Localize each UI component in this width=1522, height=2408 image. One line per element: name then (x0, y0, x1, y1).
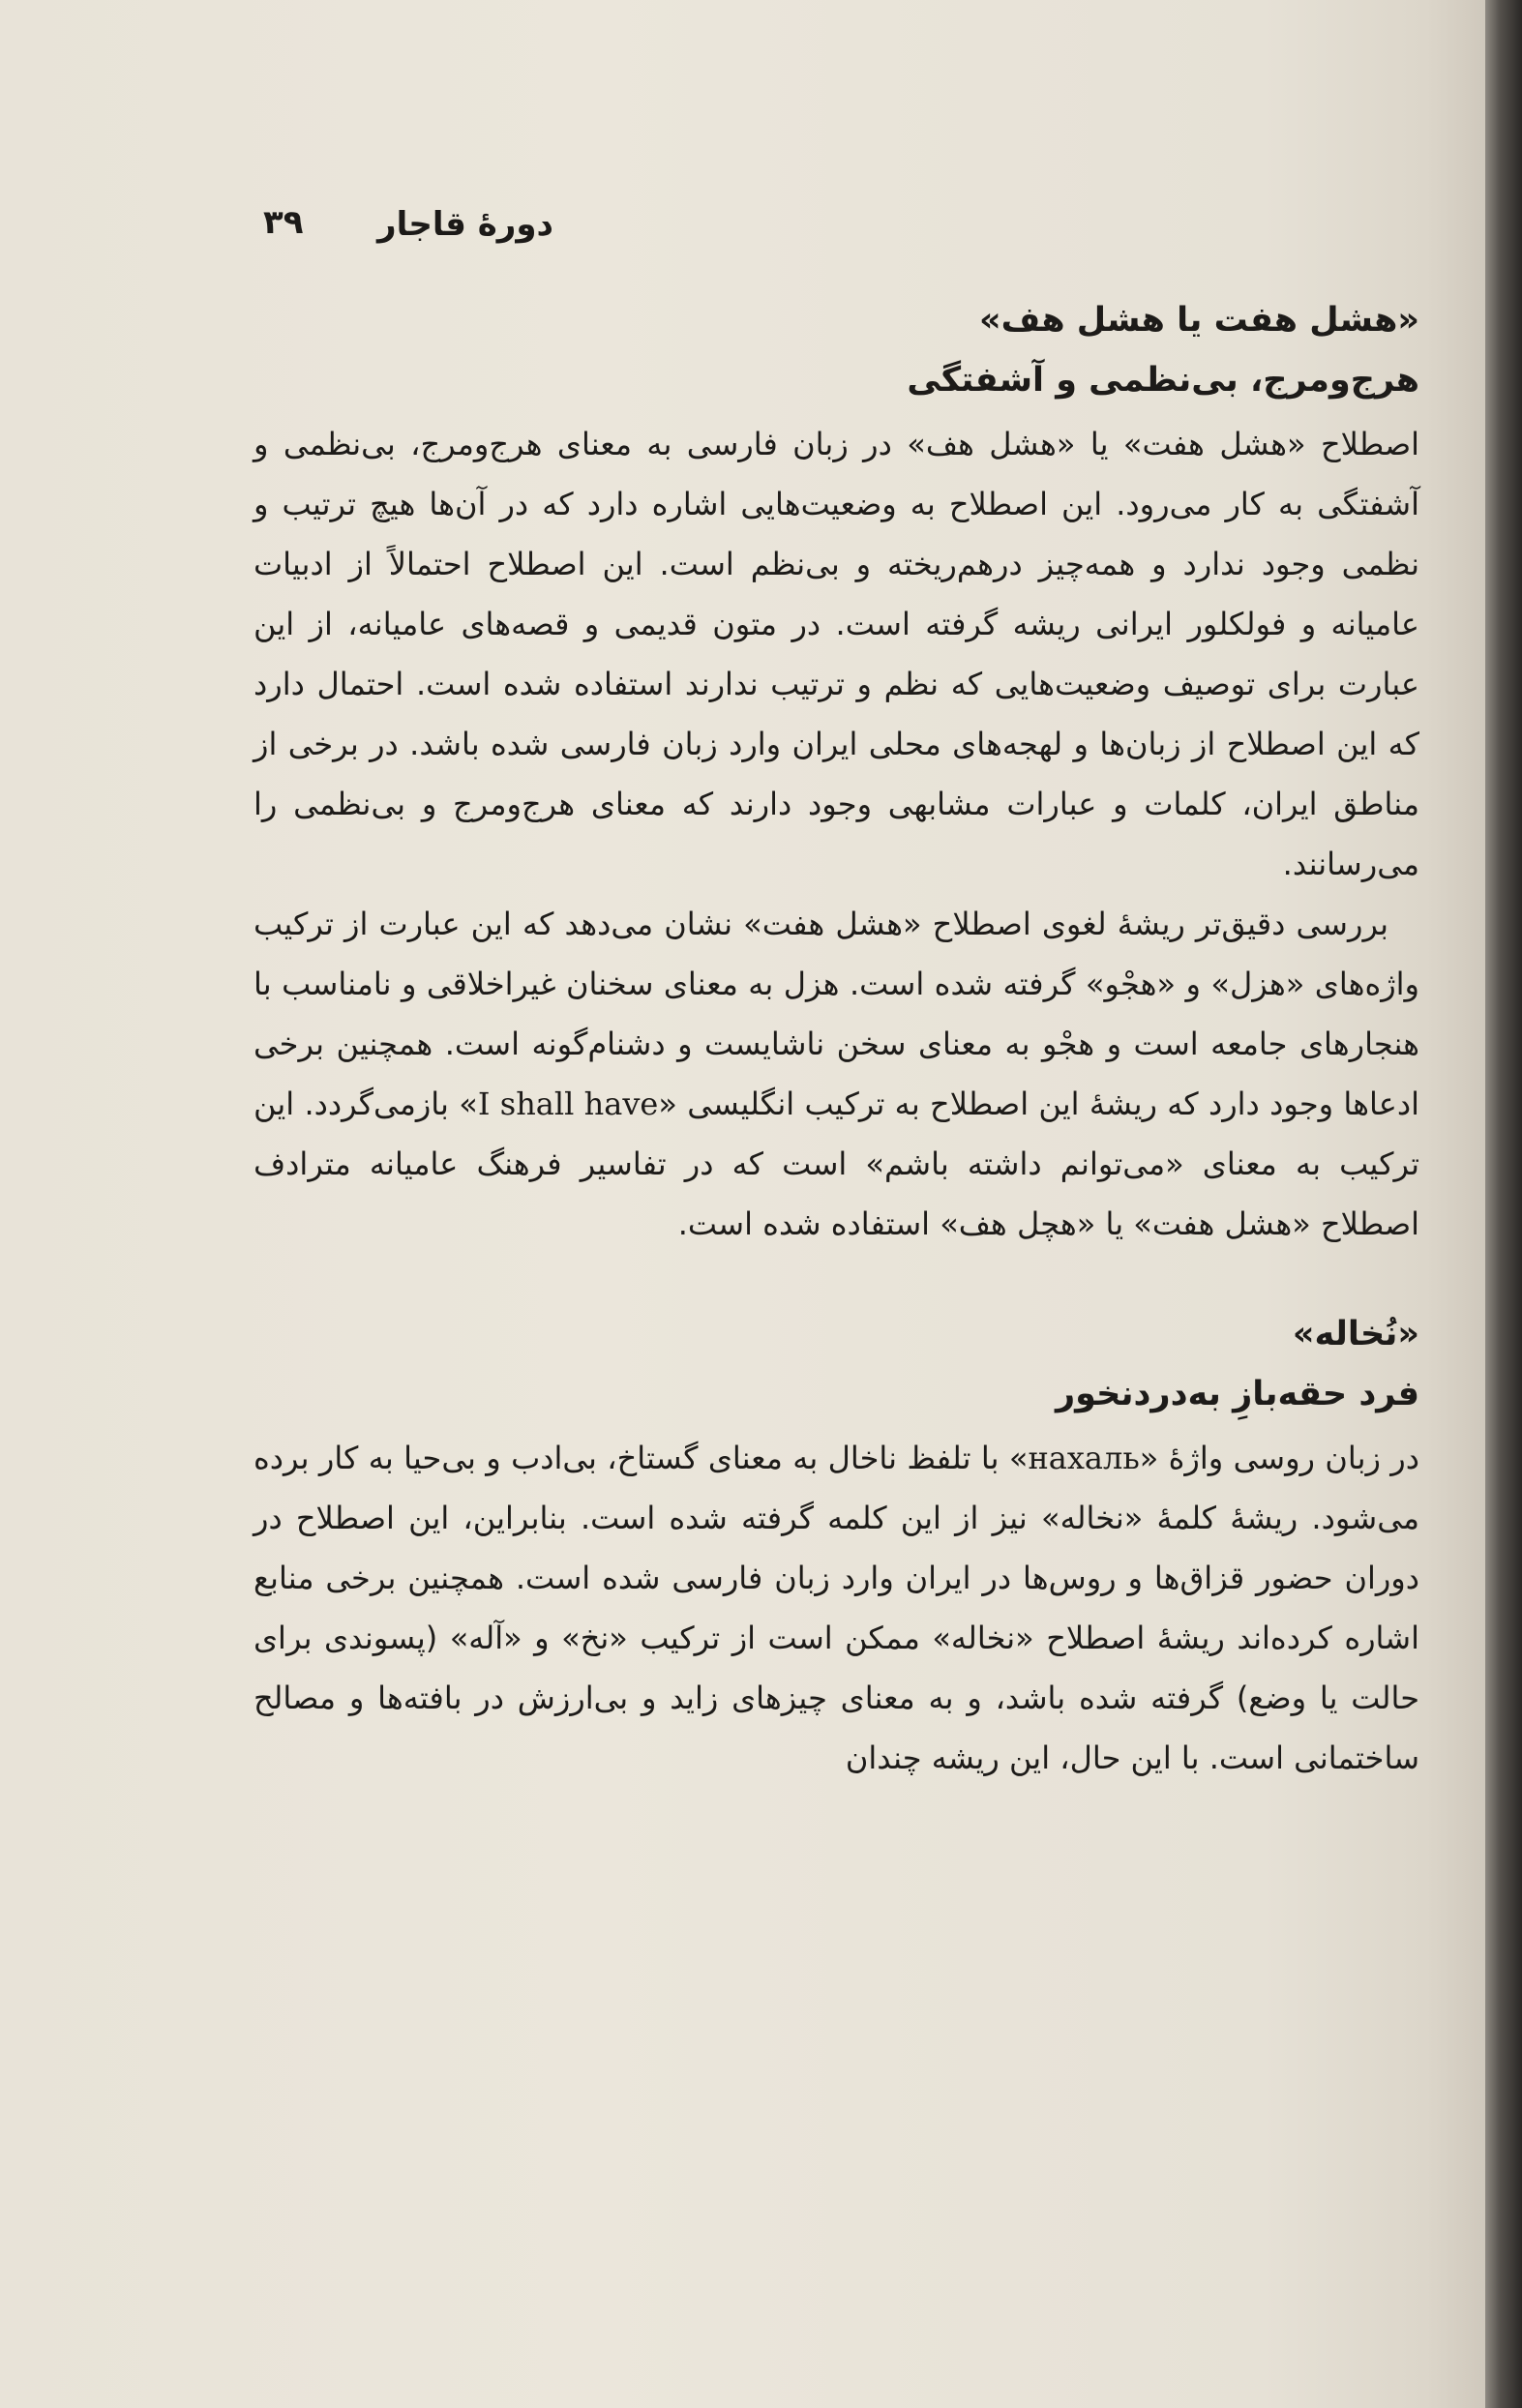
paragraph-text: » بازمی‌گردد. این ترکیب به معنای «می‌توانم داشته باشم» است که در تفاسیر فرهنگ عامیانه مترادف اصطلاح «هشل هفت» یا «هچل هف» استفاده شده است. (254, 1085, 1419, 1242)
paragraph-text: انگلیسی « (658, 1085, 795, 1122)
latin-phrase: I shall have (477, 1085, 659, 1122)
paragraph (254, 1428, 1419, 1788)
page-edge-shadow (1485, 0, 1522, 2408)
paragraph-text: در زبان روسی واژهٔ « (1139, 1440, 1420, 1476)
entry-title: «نُخاله» (1292, 1315, 1419, 1353)
paragraph-text: بررسی دقیق‌تر ریشهٔ لغوی اصطلاح «هشل هفت» نشان می‌دهد که این عبارت از ترکیب واژه‌های «هزل» و «هجْو» گرفته شده است. هزل به معنای سخنان غیراخلاقی و نامناسب با هنجارهای جامعه است و هجْو به معنای سخن ناشایست و دشنام‌گونه است. همچنین برخی ادعاها وجود دارد که ریشهٔ این اصطلاح به ترکیب (254, 906, 1420, 1122)
running-head: دورهٔ قاجار (377, 205, 553, 244)
paragraph (254, 894, 1419, 1254)
paragraph: اصطلاح «هشل هفت» یا «هشل هف» در زبان فارسی به معنای هرج‌ومرج، بی‌نظمی و آشفتگی به کار می‌رود. این اصطلاح به وضعیت‌هایی اشاره دارد که در آن‌ها هیچ ترتیب و نظمی وجود ندارد و همه‌چیز درهم‌ریخته و بی‌نظم است. این اصطلاح احتمالاً از ادبیات عامیانه و فولکلور ایرانی ریشه گرفته است. در متون قدیمی و قصه‌های عامیانه، از این عبارت برای توصیف وضعیت‌هایی که نظم و ترتیب ندارند استفاده شده است. احتمال دارد که این اصطلاح از زبان‌ها و لهجه‌های محلی ایران وارد زبان فارسی شده باشد. در برخی از مناطق ایران، کلمات و عبارات مشابهی وجود دارند که معنای هرج‌ومرج و بی‌نظمی را می‌رسانند. (254, 426, 1419, 882)
entry-hashal-haft (254, 290, 1419, 1254)
russian-word: нахаль (1028, 1440, 1140, 1476)
entry-subtitle: فرد حقه‌بازِ به‌دردنخور (1056, 1375, 1419, 1413)
entry-title: «هشل هفت یا هشل هف» (979, 301, 1419, 340)
entry-subtitle: هرج‌ومرج، بی‌نظمی و آشفتگی (907, 361, 1419, 400)
paragraph-text: » با تلفظ ناخال به معنای گستاخ، بی‌ادب و بی‌حیا به کار برده می‌شود. ریشهٔ کلمهٔ «نخاله» نیز از این کلمه گرفته شده است. بنابراین، این اصطلاح در دوران حضور قزاق‌ها و روس‌ها در ایران وارد زبان فارسی شده است. همچنین برخی منابع اشاره کرده‌اند ریشهٔ اصطلاح «نخاله» ممکن است از ترکیب «نخ» و «آله» (پسوندی برای حالت یا وضع) گرفته شده باشد، و به معنای چیزهای زاید و بی‌ارزش در بافته‌ها و مصالح ساختمانی است. با این حال، این ریشه چندان (254, 1440, 1419, 1776)
section-gap (254, 1254, 1419, 1304)
entry-nokhaleh (254, 1304, 1419, 1788)
page-number: ۳۹ (263, 203, 304, 242)
page-body (254, 290, 1419, 1788)
page-header (0, 203, 1522, 261)
